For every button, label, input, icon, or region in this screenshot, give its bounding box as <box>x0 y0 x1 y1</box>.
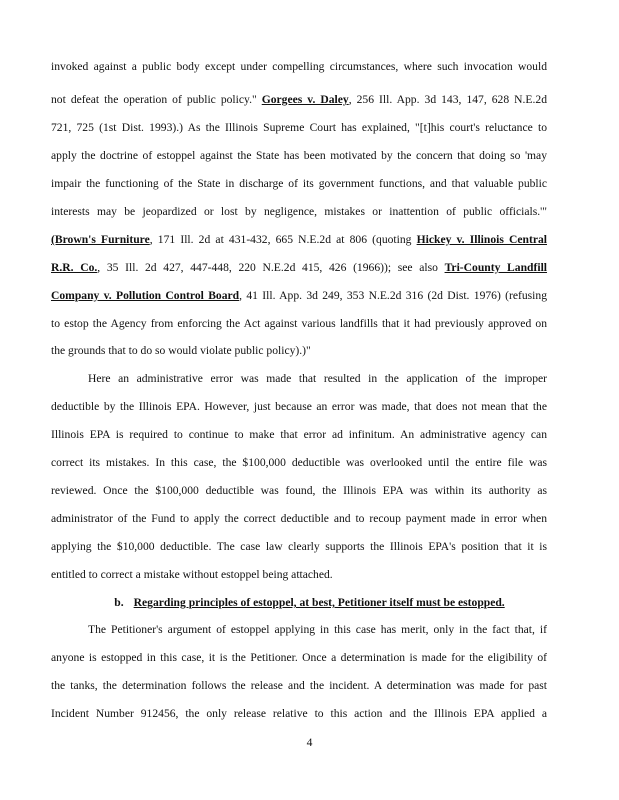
text-line <box>88 372 547 386</box>
text-segment: the tanks, the determination follows the release and the incident. A determination was made for past <box>51 679 547 692</box>
case-citation: Gorgees v. Daley <box>261 93 349 106</box>
text-segment: Here an administrative error was made that resulted in the application of the improper <box>88 372 547 385</box>
text-segment: Illinois EPA is required to continue to make that error ad infinitum. An administrative agency can <box>51 428 547 441</box>
text-segment: invoked against a public body except under compelling circumstances, where such invocation would <box>51 60 547 73</box>
text-line <box>51 456 547 470</box>
text-segment: anyone is estopped in this case, it is the Petitioner. Once a determination is made for the eligibility of <box>51 651 547 664</box>
text-line <box>51 205 547 219</box>
text-segment: 721, 725 (1st Dist. 1993).) As the Illinois Supreme Court has explained, "[t]his court's reluctance to <box>51 121 547 134</box>
text-line <box>51 651 547 665</box>
case-citation: R.R. Co. <box>51 261 98 274</box>
text-line <box>51 177 547 191</box>
text-line <box>51 149 547 163</box>
text-segment: , 171 Ill. 2d at 431-432, 665 N.E.2d at 806 (quoting <box>149 233 417 246</box>
text-segment: not defeat the operation of public policy." <box>51 93 262 106</box>
text-line <box>51 400 547 414</box>
text-line <box>51 317 547 331</box>
section-heading-text: Regarding principles of estoppel, at best, Petitioner itself must be estopped. <box>133 596 505 609</box>
text-line <box>51 512 547 526</box>
case-citation: Tri-County Landfill <box>444 261 548 274</box>
section-heading <box>0 596 619 609</box>
case-citation: Hickey v. Illinois Central <box>416 233 548 246</box>
text-line <box>51 344 547 358</box>
text-line <box>51 289 547 303</box>
text-line <box>51 93 547 107</box>
page-number: 4 <box>306 736 313 749</box>
section-heading-label: b. <box>114 596 124 609</box>
text-segment: deductible by the Illinois EPA. However, just because an error was made, that does not mean that the <box>51 400 547 413</box>
case-citation: (Brown's Furniture <box>51 233 150 246</box>
text-segment: The Petitioner's argument of estoppel applying in this case has merit, only in the fact that, if <box>88 623 547 636</box>
text-segment: reviewed. Once the $100,000 deductible was found, the Illinois EPA was within its authority as <box>51 484 547 497</box>
text-line <box>51 484 547 498</box>
text-line <box>51 261 547 275</box>
text-segment: apply the doctrine of estoppel against the State has been motivated by the concern that doing so 'may <box>51 149 547 162</box>
text-segment: , 41 Ill. App. 3d 249, 353 N.E.2d 316 (2d Dist. 1976) (refusing <box>239 289 547 302</box>
text-segment: , 35 Ill. 2d 427, 447-448, 220 N.E.2d 415, 426 (1966)); see also <box>97 261 445 274</box>
text-segment: the grounds that to do so would violate public policy).)" <box>51 344 311 357</box>
text-segment: interests may be jeopardized or lost by negligence, mistakes or inattention of public officials.'" <box>51 205 547 218</box>
text-segment: impair the functioning of the State in discharge of its government functions, and that valuable public <box>51 177 547 190</box>
text-line <box>51 60 547 74</box>
text-segment: , 256 Ill. App. 3d 143, 147, 628 N.E.2d <box>348 93 548 106</box>
text-line <box>51 707 547 721</box>
text-segment: Incident Number 912456, the only release relative to this action and the Illinois EPA applied a <box>51 707 547 720</box>
text-segment: to estop the Agency from enforcing the Act against various landfills that it had previously approved on <box>51 317 547 330</box>
text-line <box>51 428 547 442</box>
text-line <box>51 121 547 135</box>
case-citation: Company v. Pollution Control Board <box>51 289 240 302</box>
text-segment: entitled to correct a mistake without estoppel being attached. <box>51 568 333 581</box>
text-line <box>51 233 547 247</box>
text-segment: correct its mistakes. In this case, the $100,000 deductible was overlooked until the entire file was <box>51 456 547 469</box>
text-line <box>88 623 547 637</box>
text-line <box>51 568 547 582</box>
text-line <box>51 679 547 693</box>
text-segment: applying the $10,000 deductible. The case law clearly supports the Illinois EPA's position that it is <box>51 540 547 553</box>
text-line <box>51 540 547 554</box>
text-segment: administrator of the Fund to apply the correct deductible and to recoup payment made in error when <box>51 512 547 525</box>
